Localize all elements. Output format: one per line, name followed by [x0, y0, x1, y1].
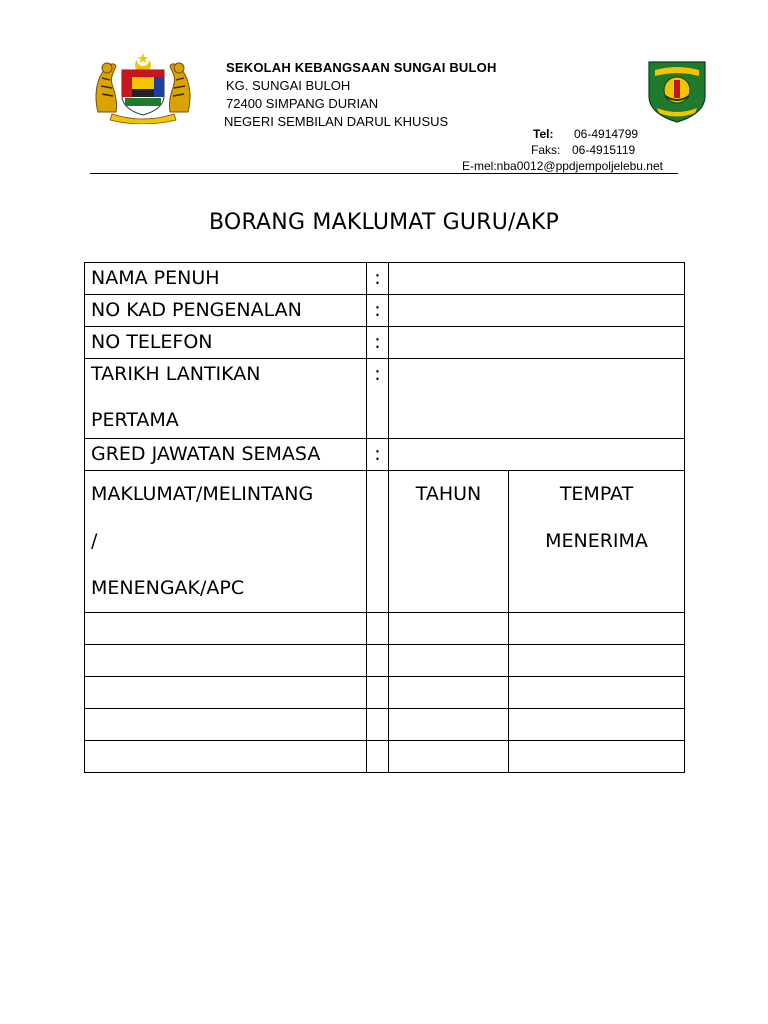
history-info-cell[interactable]: [85, 709, 367, 741]
history-spacer-cell: [367, 613, 389, 645]
history-row: [85, 741, 685, 773]
year-column-header: [389, 471, 509, 613]
field-label-line: PERTAMA: [91, 409, 179, 431]
teacher-info-form: [84, 262, 685, 773]
history-year-cell[interactable]: [389, 741, 509, 773]
field-colon: :: [367, 327, 389, 359]
field-label: NO TELEFON: [85, 327, 367, 359]
history-label-line: /: [91, 530, 98, 552]
first-appointment-date-field[interactable]: [389, 359, 685, 439]
tel-label: Tel:: [533, 127, 554, 141]
school-name: SEKOLAH KEBANGSAAN SUNGAI BULOH: [226, 60, 497, 75]
field-label-line: TARIKH LANTIKAN: [91, 363, 261, 385]
phone-field[interactable]: [389, 327, 685, 359]
malaysia-coat-of-arms-icon: [92, 52, 194, 124]
history-row: [85, 677, 685, 709]
history-place-cell[interactable]: [509, 741, 685, 773]
field-label: [85, 359, 367, 439]
form-title: BORANG MAKLUMAT GURU/AKP: [209, 210, 559, 235]
form-row-current-grade: [85, 439, 685, 471]
field-colon: :: [367, 263, 389, 295]
form-row-phone: [85, 327, 685, 359]
field-label: NAMA PENUH: [85, 263, 367, 295]
fax-value: 06-4915119: [572, 143, 636, 157]
history-spacer-cell: [367, 741, 389, 773]
history-info-cell[interactable]: [85, 741, 367, 773]
history-place-cell[interactable]: [509, 709, 685, 741]
email: E-mel:nba0012@ppdjempoljelebu.net: [462, 159, 663, 173]
history-info-cell[interactable]: [85, 645, 367, 677]
history-label-line: MENENGAK/APC: [91, 577, 245, 599]
address-line-3: NEGERI SEMBILAN DARUL KHUSUS: [224, 114, 449, 129]
field-label: GRED JAWATAN SEMASA: [85, 439, 367, 471]
history-info-cell[interactable]: [85, 613, 367, 645]
form-row-first-appointment-date: [85, 359, 685, 439]
address-line-1: KG. SUNGAI BULOH: [226, 78, 351, 93]
letterhead: [0, 0, 768, 180]
field-colon: :: [367, 359, 389, 439]
history-label: [85, 471, 367, 613]
address-line-2: 72400 SIMPANG DURIAN: [226, 96, 379, 111]
history-spacer-cell: [367, 471, 389, 613]
fax-label: Faks:: [531, 143, 561, 157]
history-place-cell[interactable]: [509, 677, 685, 709]
school-info: [226, 59, 497, 131]
history-row: [85, 645, 685, 677]
fax-row: [462, 142, 682, 158]
form-row-full-name: [85, 263, 685, 295]
history-spacer-cell: [367, 709, 389, 741]
field-colon: :: [367, 439, 389, 471]
field-colon: :: [367, 295, 389, 327]
current-grade-field[interactable]: [389, 439, 685, 471]
history-spacer-cell: [367, 645, 389, 677]
history-year-cell[interactable]: [389, 677, 509, 709]
history-place-cell[interactable]: [509, 613, 685, 645]
ic-number-field[interactable]: [389, 295, 685, 327]
form-row-ic-number: [85, 295, 685, 327]
place-column-header: [509, 471, 685, 613]
history-spacer-cell: [367, 677, 389, 709]
place-header-line: TEMPAT: [559, 483, 634, 505]
full-name-field[interactable]: [389, 263, 685, 295]
history-header-row: [85, 471, 685, 613]
contact-info: [462, 126, 682, 174]
history-year-cell[interactable]: [389, 645, 509, 677]
history-year-cell[interactable]: [389, 709, 509, 741]
year-header-text: TAHUN: [415, 483, 482, 505]
history-row: [85, 613, 685, 645]
place-header-line: MENERIMA: [545, 530, 648, 552]
history-label-line: MAKLUMAT/MELINTANG: [91, 483, 314, 505]
school-emblem-icon: [643, 56, 711, 124]
tel-row: [462, 126, 682, 142]
history-year-cell[interactable]: [389, 613, 509, 645]
history-place-cell[interactable]: [509, 645, 685, 677]
header-divider: [90, 173, 678, 174]
history-info-cell[interactable]: [85, 677, 367, 709]
field-label: NO KAD PENGENALAN: [85, 295, 367, 327]
history-row: [85, 709, 685, 741]
tel-value: 06-4914799: [574, 127, 639, 141]
